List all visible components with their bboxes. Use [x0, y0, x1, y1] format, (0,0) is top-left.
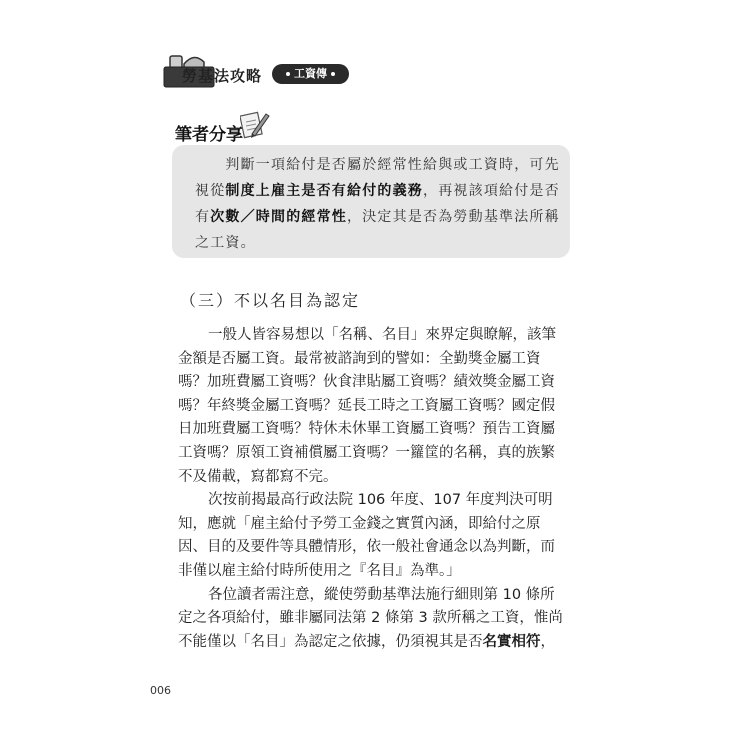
body-line: 工資嗎？原領工資補償屬工資嗎？一籮筐的名稱，真的族繁	[178, 444, 555, 461]
body-line: 不能僅以「名目」為認定之依據，仍須視其是否名實相符，	[178, 633, 555, 650]
body-line: 嗎？加班費屬工資嗎？伙食津貼屬工資嗎？績效獎金屬工資	[178, 374, 555, 391]
page-number: 006	[150, 684, 171, 697]
chapter-badge-label: 工資傳	[294, 67, 327, 80]
body-line: 知，應就「雇主給付予勞工金錢之實質內涵，即給付之原	[178, 515, 541, 532]
body-line: 嗎？年終獎金屬工資嗎？延長工時之工資屬工資嗎？國定假	[178, 397, 555, 414]
body-line: 日加班費屬工資嗎？特休未休畢工資屬工資嗎？預告工資屬	[178, 421, 555, 438]
body-line: 次按前揭最高行政法院 106 年度、107 年度判決可明	[208, 492, 553, 509]
body-line: 非僅以雇主給付時所使用之『名目』為準。」	[178, 562, 461, 579]
body-line: 一般人皆容易想以「名稱、名目」來界定與瞭解，該筆	[208, 327, 556, 343]
body-line: 定之各項給付，雖非屬同法第 2 條第 3 款所稱之工資，惟尚	[178, 610, 563, 627]
note-text	[195, 152, 560, 256]
book-title: 勞基法攻略	[182, 67, 263, 85]
chapter-badge	[272, 64, 349, 84]
note-title: 筆者分享	[175, 125, 243, 145]
body-line: 金額是否屬工資。最常被諮詢到的譬如：全勤獎金屬工資	[178, 350, 541, 367]
body-line: 因、目的及要件等具體情形，依一般社會通念以為判斷，而	[178, 539, 555, 556]
body-line: 各位讀者需注意，縱使勞動基準法施行細則第 10 條所	[208, 586, 555, 603]
body-text	[178, 324, 568, 654]
note-line: 判斷一項給付是否屬於經常性給與或工資時，可先	[195, 157, 560, 173]
note-line: 有次數／時間的經常性，決定其是否為勞動基準法所稱	[195, 209, 560, 225]
section-heading: （三）不以名目為認定	[180, 291, 361, 310]
body-line: 不及備載，寫都寫不完。	[178, 468, 338, 485]
running-header	[160, 50, 360, 90]
note-line: 視從制度上雇主是否有給付的義務，再視該項給付是否	[195, 183, 560, 199]
note-line: 之工資。	[195, 235, 256, 251]
pencil-note-icon	[240, 108, 270, 140]
